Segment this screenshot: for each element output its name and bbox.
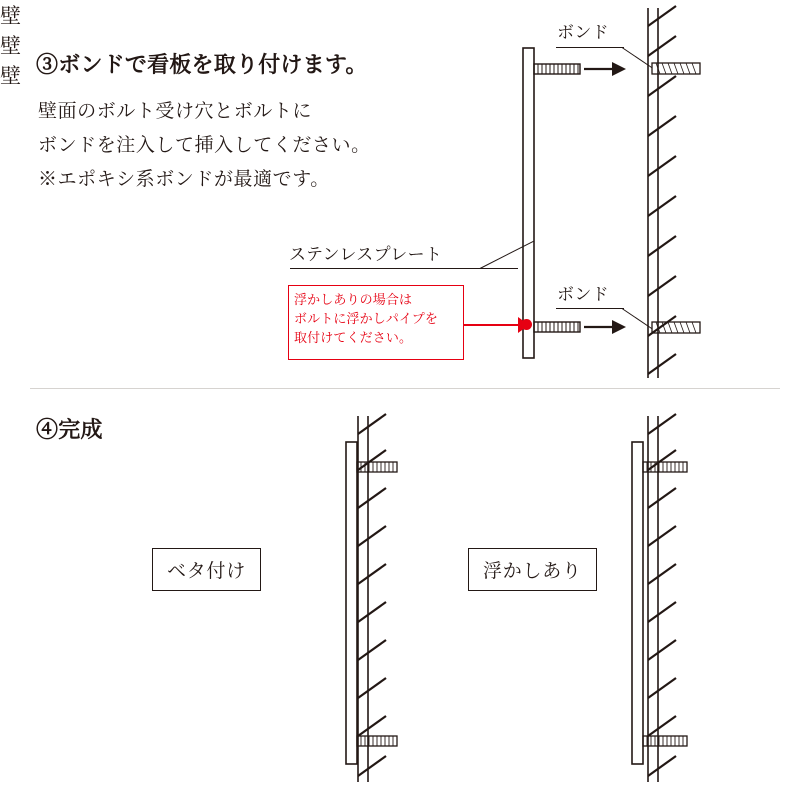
spacer-callout-line-3: 取付けてください。	[294, 329, 413, 345]
spacer-callout-text	[294, 291, 462, 348]
spacer-callout-box	[288, 285, 464, 360]
spacer-callout-line-2: ボルトに浮かしパイプを	[294, 310, 439, 326]
stainless-plate-label: ステンレスプレート	[289, 245, 443, 264]
completed-flush-drawing	[300, 408, 430, 788]
step3-body-line-3: ※エポキシ系ボンドが最適です。	[38, 169, 330, 190]
bond-label-bottom: ボンド	[557, 285, 610, 304]
step3-body-line-2: ボンドを注入して挿入してください。	[38, 135, 371, 156]
spacer-callout-line-1: 浮かしありの場合は	[294, 292, 413, 307]
step4-heading: ④完成	[36, 417, 103, 442]
wall-label-flush: 壁	[0, 35, 22, 58]
step3-assembly-drawing	[500, 0, 810, 385]
wall-label-step3: 壁	[0, 5, 22, 28]
plate-leader-horizontal	[290, 268, 518, 269]
section-divider	[30, 388, 780, 389]
bond-top-leader-horizontal	[556, 47, 624, 48]
wall-label-spacer: 壁	[0, 65, 22, 88]
bond-bottom-leader-horizontal	[556, 308, 624, 309]
step3-heading: ③ボンドで看板を取り付けます。	[36, 52, 368, 77]
completed-spacer-drawing	[618, 408, 748, 788]
spacer-callout-target-dot	[521, 319, 532, 330]
bond-label-top: ボンド	[557, 23, 610, 42]
variant-label-flush: ベタ付け	[152, 548, 261, 591]
variant-label-spacer: 浮かしあり	[468, 548, 597, 591]
step3-body-line-1: 壁面のボルト受け穴とボルトに	[38, 101, 312, 122]
